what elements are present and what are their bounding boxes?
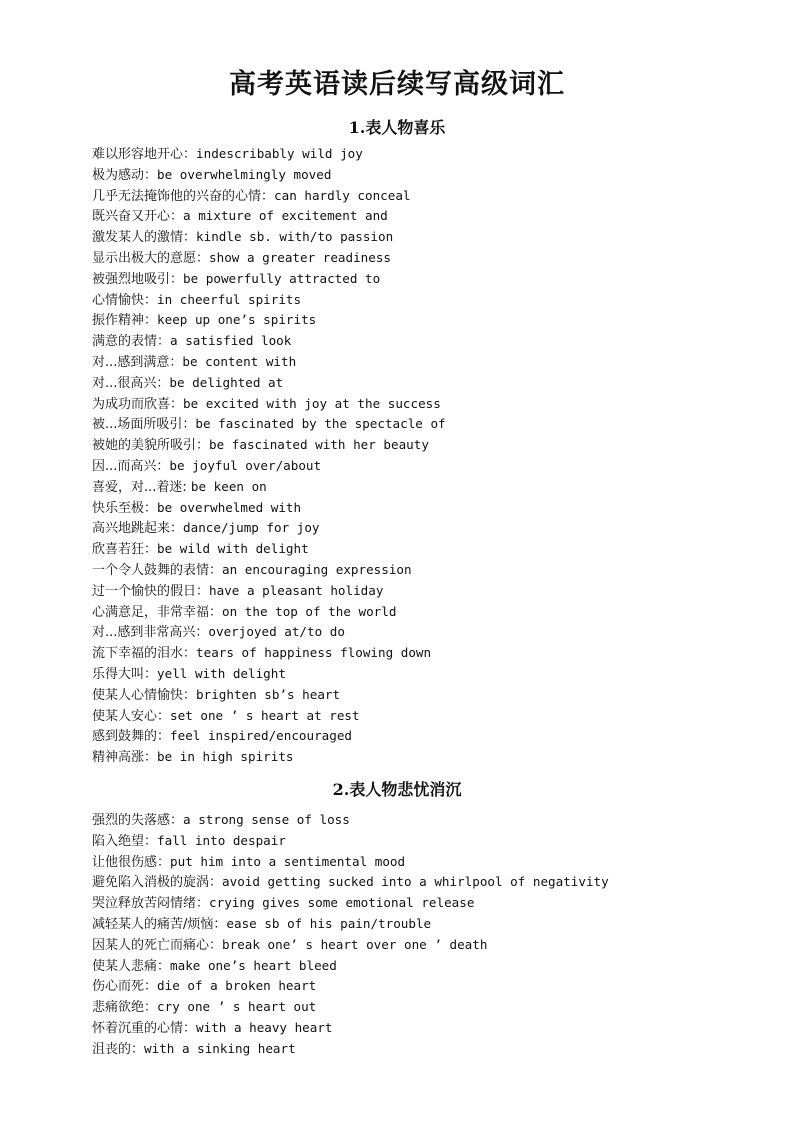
vocab-chinese: 陷入绝望 bbox=[92, 833, 145, 849]
vocab-entry bbox=[92, 935, 609, 956]
vocab-separator: ： bbox=[156, 458, 170, 474]
vocab-chinese: 感到鼓舞的 bbox=[92, 729, 158, 745]
vocab-chinese: 强烈的失落感 bbox=[92, 813, 171, 828]
vocab-chinese: 快乐至极 bbox=[92, 500, 145, 516]
vocab-chinese: 一个令人鼓舞的表情 bbox=[92, 562, 210, 578]
vocab-separator: ： bbox=[196, 250, 210, 266]
vocab-separator: ： bbox=[144, 500, 158, 516]
vocab-chinese: 对...感到满意 bbox=[92, 354, 170, 370]
vocab-separator: ： bbox=[144, 750, 158, 766]
vocab-chinese: 既兴奋又开心 bbox=[92, 209, 171, 225]
vocab-english: be overwhelmingly moved bbox=[157, 166, 332, 182]
vocab-chinese: 因...而高兴 bbox=[92, 458, 157, 474]
vocab-separator: ： bbox=[170, 521, 184, 537]
vocab-separator: ： bbox=[156, 375, 170, 391]
vocab-entry bbox=[92, 435, 446, 456]
vocab-entry bbox=[92, 269, 446, 290]
vocab-entry bbox=[92, 810, 609, 831]
vocab-english: kindle sb. with/to passion bbox=[196, 229, 394, 245]
vocab-entry bbox=[92, 1039, 609, 1060]
vocab-entry bbox=[92, 560, 446, 581]
vocab-chinese: 被...场面所吸引 bbox=[92, 417, 183, 433]
vocab-english: can hardly conceal bbox=[274, 187, 411, 203]
vocab-chinese: 高兴地跳起来 bbox=[92, 521, 171, 537]
vocab-entry bbox=[92, 206, 446, 227]
vocab-english: be powerfully attracted to bbox=[183, 270, 381, 286]
vocab-english: an encouraging expression bbox=[222, 561, 412, 577]
vocab-entry bbox=[92, 310, 446, 331]
vocab-separator: ： bbox=[144, 167, 158, 183]
vocab-chinese: 对...很高兴 bbox=[92, 375, 157, 391]
vocab-entry bbox=[92, 976, 609, 997]
vocab-chinese: 使某人安心 bbox=[92, 708, 158, 724]
vocab-separator: ： bbox=[144, 1000, 158, 1016]
vocab-english: fall into despair bbox=[157, 832, 286, 848]
document-title: 高考英语读后续写高级词汇 bbox=[229, 69, 565, 100]
vocab-chinese: 对...感到非常高兴 bbox=[92, 625, 196, 641]
vocab-chinese: 几乎无法掩饰他的兴奋的心情 bbox=[92, 188, 262, 204]
vocab-entry bbox=[92, 997, 609, 1018]
vocab-entry bbox=[92, 893, 609, 914]
vocab-separator: ： bbox=[209, 875, 223, 891]
vocab-chinese: 怀着沉重的心情 bbox=[92, 1020, 184, 1036]
vocab-english: feel inspired/encouraged bbox=[170, 728, 353, 744]
vocab-entry bbox=[92, 394, 446, 415]
vocab-separator: ： bbox=[144, 979, 158, 995]
vocab-separator: ： bbox=[213, 916, 227, 932]
vocab-entry bbox=[92, 352, 446, 373]
vocab-chinese: 为成功而欣喜 bbox=[92, 396, 171, 412]
vocab-separator: ： bbox=[157, 854, 171, 870]
vocab-separator: ： bbox=[144, 542, 158, 558]
vocab-english: break one’ s heart over one ’ death bbox=[222, 936, 488, 952]
vocab-separator: ： bbox=[170, 271, 184, 287]
vocab-entry bbox=[92, 581, 446, 602]
vocab-chinese: 心情愉快 bbox=[92, 292, 145, 308]
vocab-entry bbox=[92, 414, 446, 435]
vocab-english: a mixture of excitement and bbox=[183, 208, 388, 224]
vocab-chinese: 心满意足，非常幸福 bbox=[92, 604, 210, 620]
vocab-chinese: 让他很伤感 bbox=[92, 854, 158, 870]
vocab-separator: ： bbox=[169, 354, 183, 370]
vocab-separator: ： bbox=[157, 729, 171, 745]
vocab-entry bbox=[92, 248, 446, 269]
vocab-separator: ： bbox=[144, 292, 158, 308]
vocab-separator: ： bbox=[170, 209, 184, 225]
vocab-chinese: 乐得大叫 bbox=[92, 666, 145, 682]
vocab-separator: ： bbox=[209, 937, 223, 953]
vocab-separator: ： bbox=[195, 625, 209, 641]
vocab-separator: ： bbox=[131, 1041, 145, 1057]
vocab-english: avoid getting sucked into a whirlpool of negativity bbox=[222, 874, 609, 890]
vocab-separator: ： bbox=[182, 417, 196, 433]
vocab-english: indescribably wild joy bbox=[196, 146, 363, 161]
vocab-separator: ： bbox=[261, 188, 275, 204]
vocab-english: with a heavy heart bbox=[196, 1019, 333, 1035]
vocab-separator: ： bbox=[196, 583, 210, 599]
vocab-english: be in high spirits bbox=[157, 749, 294, 765]
vocab-entry bbox=[92, 706, 446, 727]
vocab-entry bbox=[92, 747, 446, 768]
vocab-english: a strong sense of loss bbox=[183, 812, 350, 827]
vocab-english: be content with bbox=[182, 353, 297, 369]
vocab-list-sorrow bbox=[92, 810, 609, 1060]
vocab-english: cry one ’ s heart out bbox=[157, 999, 317, 1015]
vocab-english: overjoyed at/to do bbox=[208, 624, 345, 640]
vocab-separator: ： bbox=[144, 313, 158, 329]
vocab-english: brighten sb’s heart bbox=[196, 686, 341, 702]
vocab-english: make one’s heart bleed bbox=[170, 957, 337, 973]
vocab-chinese: 使某人悲痛 bbox=[92, 958, 158, 974]
vocab-chinese: 显示出极大的意愿 bbox=[92, 250, 197, 266]
vocab-chinese: 流下幸福的泪水 bbox=[92, 646, 184, 662]
vocab-entry bbox=[92, 914, 609, 935]
vocab-separator: ： bbox=[144, 666, 158, 682]
vocab-english: a satisfied look bbox=[170, 333, 292, 349]
vocab-separator: ： bbox=[183, 687, 197, 703]
vocab-entry bbox=[92, 726, 446, 747]
vocab-entry bbox=[92, 602, 446, 623]
vocab-separator: ： bbox=[170, 813, 184, 828]
vocab-entry bbox=[92, 373, 446, 394]
vocab-separator: ： bbox=[157, 708, 171, 724]
section-heading-joy: 1.表人物喜乐 bbox=[348, 118, 446, 137]
vocab-separator: ： bbox=[196, 438, 210, 454]
section-heading-sorrow: 2.表人物悲忧消沉 bbox=[332, 780, 462, 799]
vocab-entry bbox=[92, 539, 446, 560]
vocab-english: be fascinated with her beauty bbox=[209, 437, 429, 453]
vocab-chinese: 极为感动 bbox=[92, 167, 145, 183]
vocab-separator: ： bbox=[157, 334, 171, 350]
vocab-entry bbox=[92, 290, 446, 311]
vocab-english: put him into a sentimental mood bbox=[170, 853, 406, 869]
vocab-entry bbox=[92, 331, 446, 352]
vocab-entry bbox=[92, 227, 446, 248]
vocab-chinese: 喜爱，对...着迷 bbox=[92, 479, 183, 495]
vocab-english: crying gives some emotional release bbox=[209, 895, 475, 911]
vocab-english: set one ’ s heart at rest bbox=[170, 707, 360, 723]
vocab-chinese: 使某人心情愉快 bbox=[92, 687, 184, 703]
vocab-chinese: 沮丧的 bbox=[92, 1041, 132, 1057]
vocab-entry bbox=[92, 685, 446, 706]
vocab-chinese: 因某人的死亡而痛心 bbox=[92, 937, 210, 953]
vocab-separator: ： bbox=[196, 896, 210, 912]
vocab-separator: ： bbox=[144, 833, 158, 849]
vocab-entry bbox=[92, 144, 446, 165]
vocab-separator: ： bbox=[183, 230, 197, 246]
vocab-chinese: 过一个愉快的假日 bbox=[92, 583, 197, 599]
vocab-entry bbox=[92, 165, 446, 186]
vocab-entry bbox=[92, 518, 446, 539]
vocab-chinese: 哭泣释放苦闷情绪 bbox=[92, 896, 197, 912]
vocab-separator: : bbox=[182, 479, 191, 495]
vocab-chinese: 被她的美貌所吸引 bbox=[92, 438, 197, 454]
vocab-separator: ： bbox=[157, 958, 171, 974]
vocab-entry bbox=[92, 643, 446, 664]
vocab-entry bbox=[92, 664, 446, 685]
vocab-english: dance/jump for joy bbox=[183, 520, 320, 536]
vocab-english: be keen on bbox=[190, 478, 267, 494]
vocab-chinese: 满意的表情 bbox=[92, 334, 158, 350]
vocab-separator: ： bbox=[183, 646, 197, 662]
vocab-english: show a greater readiness bbox=[209, 249, 392, 265]
vocab-english: have a pleasant holiday bbox=[209, 582, 384, 598]
vocab-chinese: 被强烈地吸引 bbox=[92, 271, 171, 287]
vocab-chinese: 激发某人的激情 bbox=[92, 230, 184, 246]
vocab-entry bbox=[92, 498, 446, 519]
vocab-chinese: 减轻某人的痛苦/烦恼 bbox=[92, 916, 214, 932]
vocab-english: tears of happiness flowing down bbox=[196, 645, 432, 661]
vocab-entry bbox=[92, 622, 446, 643]
vocab-entry bbox=[92, 456, 446, 477]
vocab-chinese: 避免陷入消极的旋涡 bbox=[92, 875, 210, 891]
vocab-chinese: 伤心而死 bbox=[92, 979, 145, 995]
vocab-entry bbox=[92, 477, 446, 498]
vocab-english: with a sinking heart bbox=[144, 1040, 296, 1056]
vocab-english: die of a broken heart bbox=[157, 978, 317, 994]
vocab-separator: ： bbox=[183, 147, 197, 162]
vocab-english: on the top of the world bbox=[222, 603, 397, 619]
vocab-list-joy bbox=[92, 144, 446, 768]
vocab-entry bbox=[92, 956, 609, 977]
vocab-english: be delighted at bbox=[169, 374, 284, 390]
vocab-english: be overwhelmed with bbox=[157, 499, 302, 515]
vocab-separator: ： bbox=[183, 1020, 197, 1036]
vocab-english: be excited with joy at the success bbox=[183, 395, 441, 411]
vocab-entry bbox=[92, 186, 446, 207]
vocab-entry bbox=[92, 1018, 609, 1039]
vocab-entry bbox=[92, 831, 609, 852]
vocab-english: yell with delight bbox=[157, 665, 286, 681]
vocab-separator: ： bbox=[170, 396, 184, 412]
vocab-english: be fascinated by the spectacle of bbox=[195, 416, 446, 432]
vocab-english: keep up one’s spirits bbox=[157, 312, 317, 328]
vocab-chinese: 振作精神 bbox=[92, 313, 145, 329]
vocab-chinese: 难以形容地开心 bbox=[92, 147, 184, 162]
vocab-separator: ： bbox=[209, 604, 223, 620]
vocab-english: be wild with delight bbox=[157, 541, 309, 557]
vocab-english: be joyful over/about bbox=[169, 457, 322, 473]
vocab-entry bbox=[92, 872, 609, 893]
vocab-chinese: 悲痛欲绝 bbox=[92, 1000, 145, 1016]
vocab-chinese: 精神高涨 bbox=[92, 750, 145, 766]
vocab-entry bbox=[92, 852, 609, 873]
vocab-english: ease sb of his pain/trouble bbox=[226, 915, 432, 931]
vocab-chinese: 欣喜若狂 bbox=[92, 542, 145, 558]
vocab-english: in cheerful spirits bbox=[157, 291, 302, 307]
vocab-separator: ： bbox=[209, 562, 223, 578]
